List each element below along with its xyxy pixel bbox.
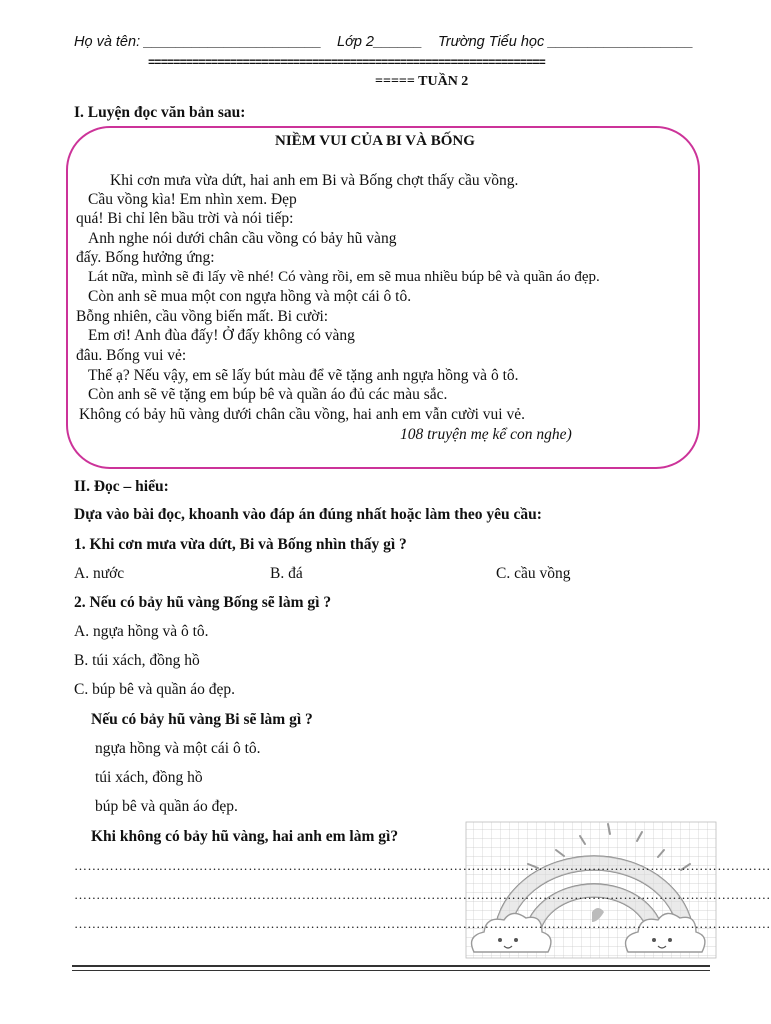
- q1-option-a[interactable]: A. nước: [74, 565, 125, 582]
- question-2: 2. Nếu có bảy hũ vàng Bống sẽ làm gì ?: [74, 594, 332, 611]
- story-line: Khi cơn mưa vừa dứt, hai anh em Bi và Bống chợt thấy cầu vồng.: [110, 172, 519, 189]
- story-line: Còn anh sẽ mua một con ngựa hồng và một cái ô tô.: [88, 288, 412, 305]
- story-line: Không có bảy hũ vàng dưới chân cầu vồng, hai anh em vẫn cười vui vẻ.: [79, 406, 525, 423]
- story-line: Bỗng nhiên, cầu vồng biến mất. Bi cười:: [76, 308, 329, 325]
- story-line: Cầu vồng kìa! Em nhìn xem. Đẹp: [88, 191, 297, 208]
- q3-option-2[interactable]: túi xách, đồng hồ: [95, 769, 203, 786]
- question-4: Khi không có bảy hũ vàng, hai anh em làm gì?: [91, 828, 399, 845]
- q2-option-b[interactable]: B. túi xách, đồng hồ: [74, 652, 200, 669]
- answer-line[interactable]: …………………………………………………………………………………………………………………………………………: [74, 858, 771, 873]
- story-line: đấy. Bống hưởng ứng:: [76, 249, 215, 266]
- part1-heading: I. Luyện đọc văn bản sau:: [74, 104, 246, 121]
- story-line: Còn anh sẽ vẽ tặng em búp bê và quần áo đủ các màu sắc.: [88, 386, 448, 403]
- part2-heading: II. Đọc – hiểu:: [74, 478, 169, 495]
- week-title: ===== TUẦN 2: [375, 74, 469, 89]
- story-title: NIỀM VUI CỦA BI VÀ BỐNG: [275, 133, 475, 149]
- answer-line[interactable]: …………………………………………………………………………………………………………………………………………: [74, 916, 771, 931]
- story-line: Em ơi! Anh đùa đấy! Ở đấy không có vàng: [88, 327, 355, 344]
- q1-option-b[interactable]: B. đá: [270, 565, 303, 582]
- q1-option-c[interactable]: C. cầu vồng: [496, 565, 571, 582]
- class-field-label: Lớp 2______: [337, 34, 423, 50]
- story-line: Anh nghe nói dưới chân cầu vồng có bảy hũ vàng: [88, 230, 397, 247]
- bottom-rule-thin: [72, 970, 710, 971]
- school-field-label: Trường Tiểu học __________________: [438, 34, 694, 50]
- story-line: quá! Bi chỉ lên bầu trời và nói tiếp:: [76, 210, 294, 227]
- story-source: 108 truyện mẹ kể con nghe): [400, 426, 572, 443]
- question-3: Nếu có bảy hũ vàng Bi sẽ làm gì ?: [91, 711, 313, 728]
- bottom-rule: [72, 965, 710, 967]
- story-line: đâu. Bống vui vẻ:: [76, 347, 187, 364]
- question-1: 1. Khi cơn mưa vừa dứt, Bi và Bống nhìn thấy gì ?: [74, 536, 407, 553]
- instruction-text: Dựa vào bài đọc, khoanh vào đáp án đúng nhất hoặc làm theo yêu cầu:: [74, 506, 542, 523]
- q3-option-1[interactable]: ngựa hồng và một cái ô tô.: [95, 740, 261, 757]
- q2-option-a[interactable]: A. ngựa hồng và ô tô.: [74, 623, 209, 640]
- q2-option-c[interactable]: C. búp bê và quần áo đẹp.: [74, 681, 235, 698]
- name-field-label: Họ và tên: ______________________: [74, 34, 322, 50]
- story-line: Thế ạ? Nếu vậy, em sẽ lấy bút màu để vẽ tặng anh ngựa hồng và ô tô.: [88, 367, 519, 384]
- story-line: Lát nữa, mình sẽ đi lấy về nhé! Có vàng rồi, em sẽ mua nhiều búp bê và quần áo đẹp.: [88, 269, 600, 285]
- answer-line[interactable]: …………………………………………………………………………………………………………………………………………: [74, 887, 771, 902]
- q3-option-3[interactable]: búp bê và quần áo đẹp.: [95, 798, 238, 815]
- separator-line: ===============================================================: [148, 56, 545, 70]
